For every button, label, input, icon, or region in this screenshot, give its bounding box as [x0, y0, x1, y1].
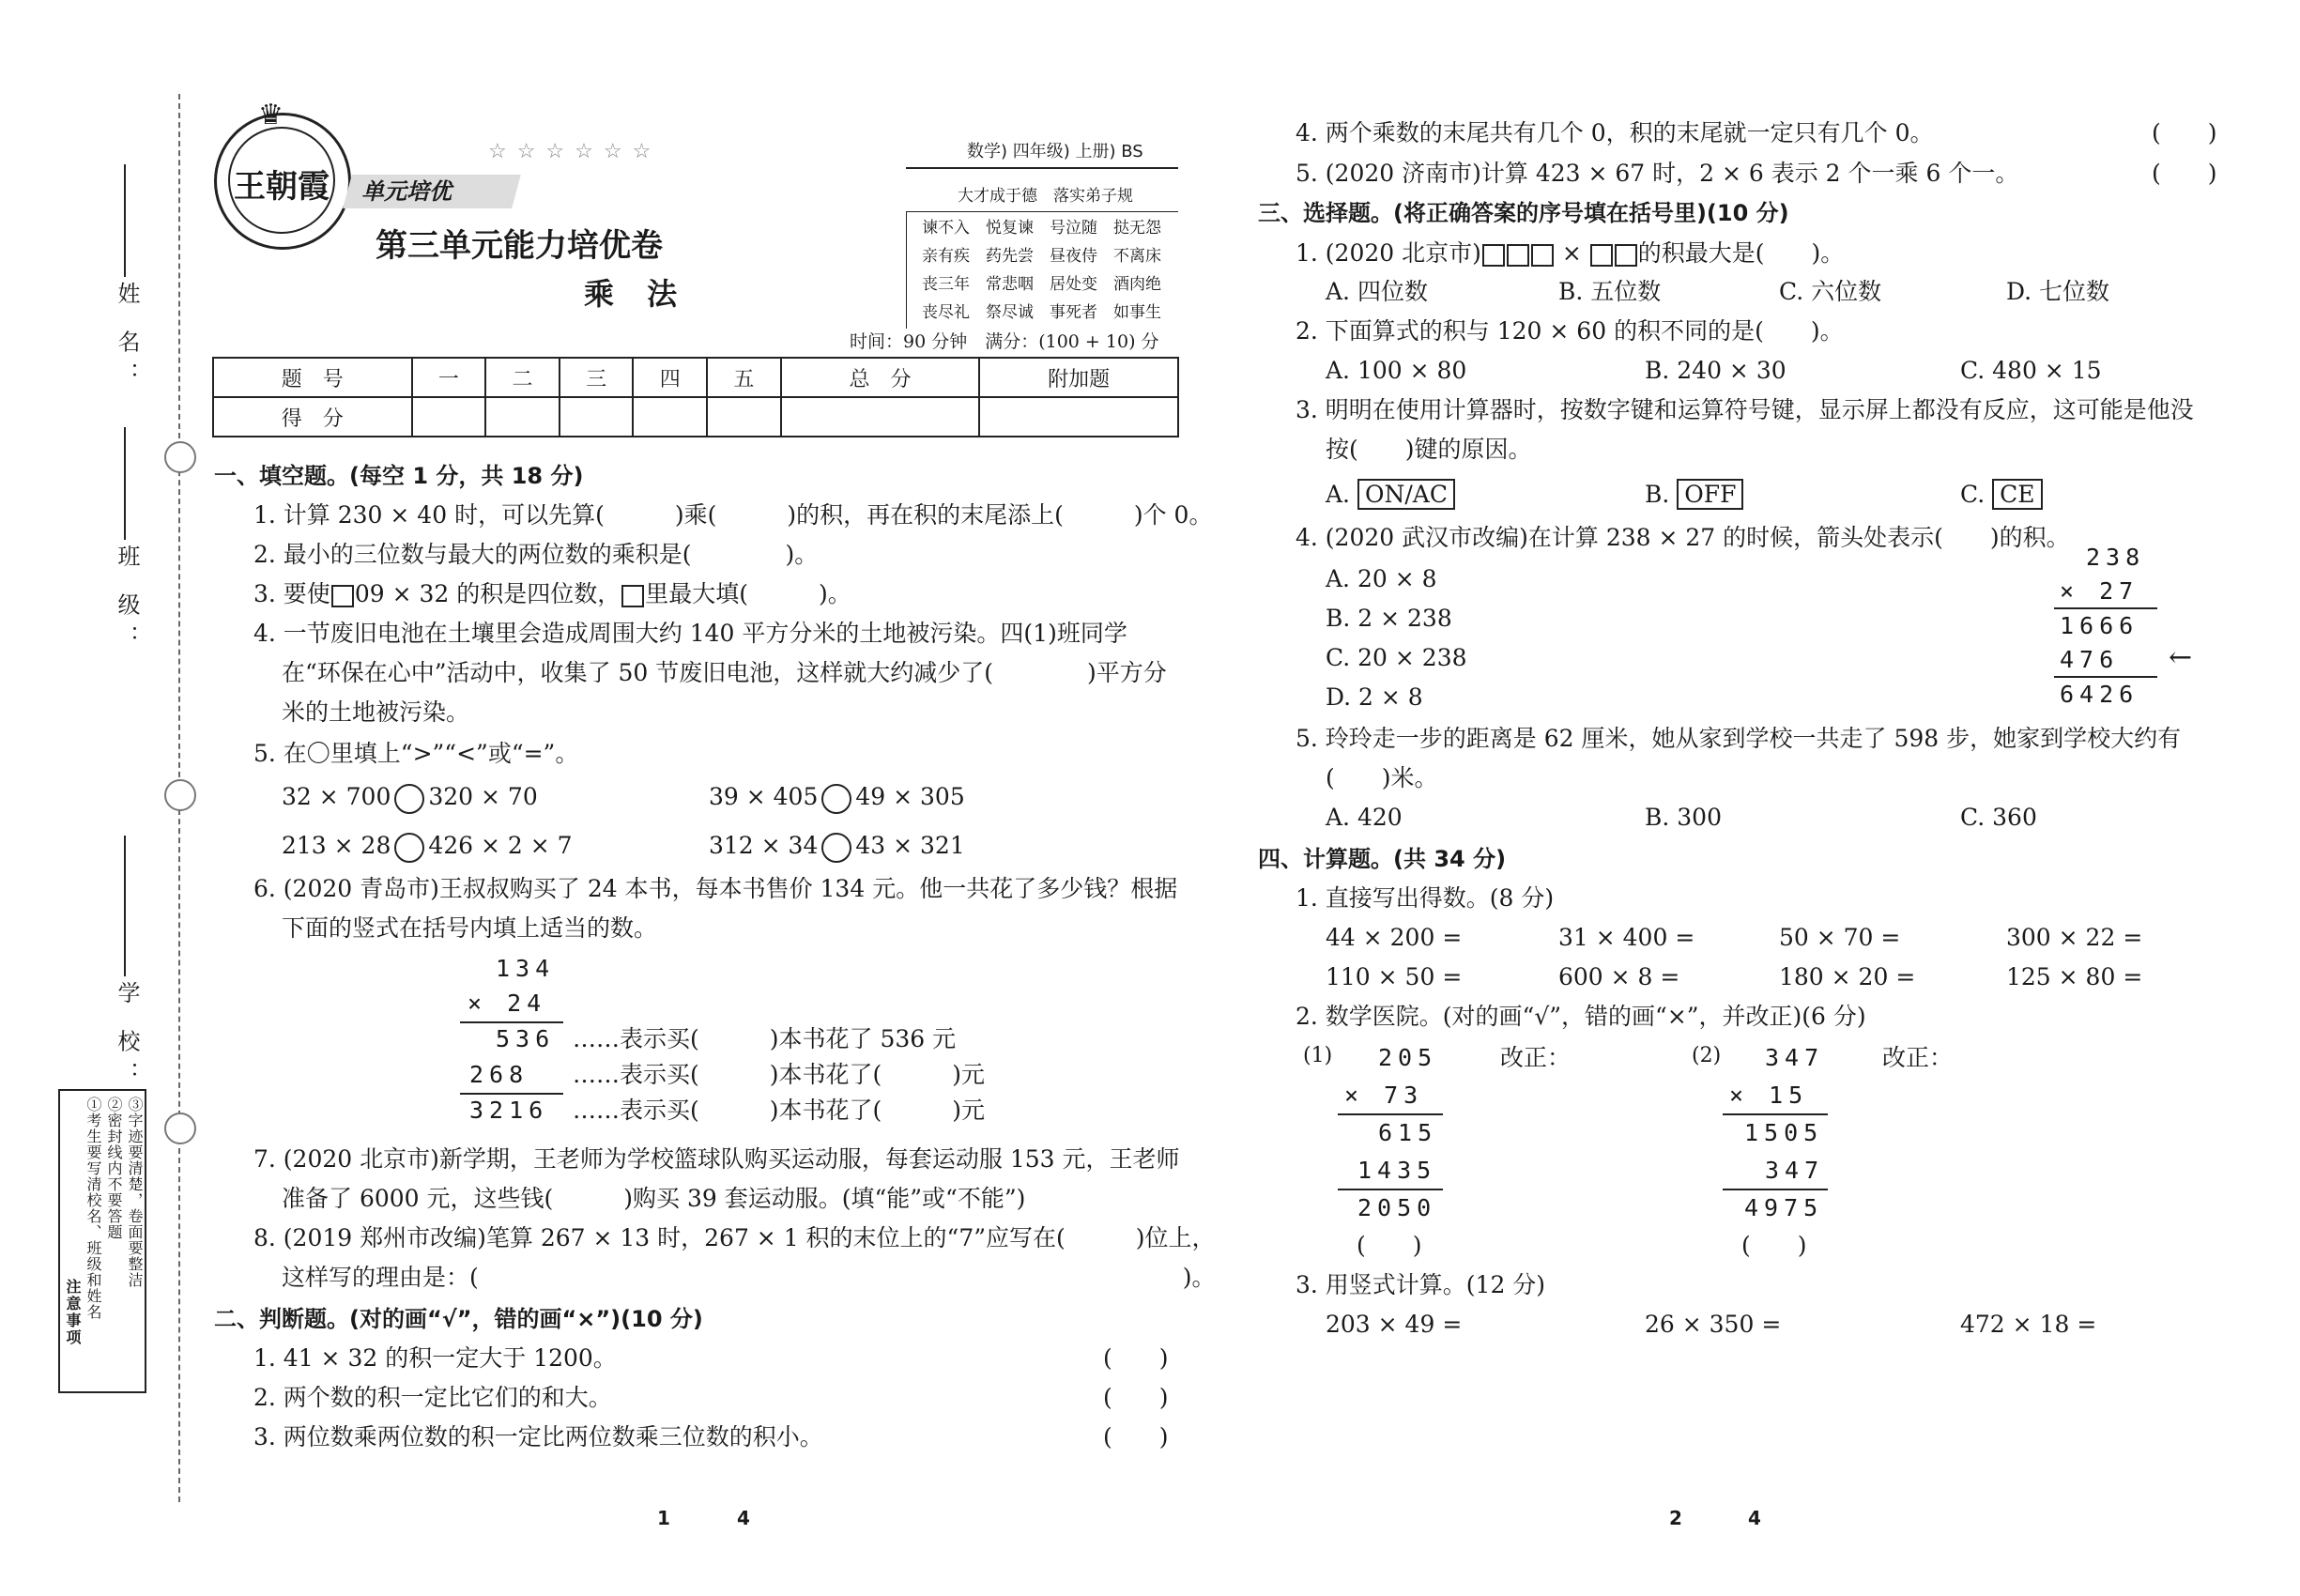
mental-calc[interactable]: 31 × 400 = — [1558, 924, 1695, 951]
banner-label: 单元培优 — [361, 178, 452, 205]
mental-calc[interactable]: 44 × 200 = — [1326, 924, 1463, 951]
mental-calc[interactable]: 600 × 8 = — [1558, 963, 1680, 990]
score-input[interactable] — [412, 397, 486, 437]
score-cell: 题 号 — [213, 358, 412, 397]
option[interactable]: C. CE — [1960, 479, 2043, 511]
calc-row: 6426 — [2060, 681, 2139, 708]
score-cell: 四 — [633, 358, 707, 397]
class-line[interactable] — [124, 427, 126, 540]
item-label: (2) — [1692, 1044, 1722, 1067]
compare-circle[interactable] — [821, 784, 851, 814]
page-number: 1 — [657, 1507, 670, 1529]
question: 5. 在〇里填上“>”“<”或“=”。 — [253, 740, 579, 767]
option[interactable]: C. 20 × 238 — [1326, 644, 1467, 671]
question: 1. 计算 230 × 40 时，可以先算( )乘( )的积，再在积的末尾添上( )个 0。 — [253, 501, 1213, 529]
calc-row: × 24 — [468, 990, 547, 1017]
calc-row: × 73 — [1344, 1082, 1424, 1109]
compare-item: 312 × 34 43 × 321 — [709, 830, 965, 863]
question: 2. 数学医院。(对的画“√”，错的画“×”，并改正)(6 分) — [1296, 1003, 1866, 1030]
motto-line: 丧三年 常悲咽 居处变 酒肉绝 — [922, 275, 1161, 294]
option[interactable]: B. OFF — [1645, 479, 1743, 511]
blank-square[interactable] — [1507, 244, 1529, 267]
page-title: 第三单元能力培优卷 — [376, 227, 663, 265]
arrow-left-icon: ← — [2169, 641, 2193, 674]
calc-row: 3216 — [469, 1097, 549, 1124]
question: 1. (2020 北京市) × 的积最大是( )。 — [1296, 239, 1845, 267]
question: 3. 明明在使用计算器时，按数字键和运算符号键，显示屏上都没有反应，这可能是他没 — [1296, 396, 2194, 423]
option[interactable]: D. 2 × 8 — [1326, 683, 1423, 711]
key-ce: CE — [1992, 479, 2042, 510]
calc-row: 205 — [1378, 1044, 1438, 1071]
answer-paren[interactable]: ( ) — [1103, 1384, 1169, 1411]
written-calc[interactable]: 472 × 18 = — [1960, 1311, 2097, 1338]
brand-logo — [214, 113, 351, 250]
blank-square[interactable] — [1615, 244, 1637, 267]
question-cont: 这样写的理由是：( )。 — [282, 1264, 1216, 1291]
compare-item: 32 × 700 320 × 70 — [282, 781, 538, 814]
option[interactable]: A. 四位数 — [1326, 278, 1428, 305]
compare-circle[interactable] — [821, 833, 851, 863]
mental-calc[interactable]: 300 × 22 = — [2006, 924, 2143, 951]
calc-note: ……表示买( )本书花了( )元 — [573, 1061, 986, 1088]
answer-paren[interactable]: ( ) — [2152, 160, 2217, 187]
item-label: (1) — [1303, 1044, 1333, 1067]
question: 3. 两位数乘两位数的积一定比两位数乘三位数的积小。 — [253, 1423, 823, 1450]
question: 2. 两个数的积一定比它们的和大。 — [253, 1384, 612, 1411]
question-cont: 按( )键的原因。 — [1326, 436, 1532, 463]
question: 4. 两个乘数的末尾共有几个 0，积的末尾就一定只有几个 0。 — [1296, 119, 1934, 146]
fix-label: 改正： — [1882, 1044, 1954, 1071]
notice-item: ①考生要写清校名、班级和姓名 — [84, 1097, 102, 1320]
page-subtitle: 乘 法 — [584, 276, 689, 312]
question: 7. (2020 北京市)新学期，王老师为学校篮球队购买运动服，每套运动服 153 元，王老师 — [253, 1145, 1180, 1173]
option[interactable]: A. ON/AC — [1326, 479, 1455, 511]
calc-row: 347 — [1765, 1044, 1825, 1071]
school-label: 学 校： — [114, 981, 140, 1094]
crown-icon: ♛ — [258, 99, 284, 131]
blank-square[interactable] — [1531, 244, 1554, 267]
mental-calc[interactable]: 110 × 50 = — [1326, 963, 1463, 990]
time-info: 时间：90 分钟 满分：(100 + 10) 分 — [850, 331, 1159, 352]
calc-row: × 27 — [2060, 577, 2139, 605]
calc-row: 238 — [2086, 544, 2146, 571]
question: 1. 41 × 32 的积一定大于 1200。 — [253, 1344, 617, 1372]
calc-note: ……表示买( )本书花了 536 元 — [573, 1025, 957, 1052]
score-input[interactable] — [707, 397, 781, 437]
question: 4. 一节废旧电池在土壤里会造成周围大约 140 平方分米的土地被污染。四(1)班同学 — [253, 620, 1127, 647]
punch-hole-1 — [164, 441, 196, 473]
score-cell: 附加题 — [979, 358, 1178, 397]
score-cell: 总 分 — [781, 358, 980, 397]
compare-item: 213 × 28 426 × 2 × 7 — [282, 830, 573, 863]
motto-line: 丧尽礼 祭尽诚 事死者 如事生 — [922, 303, 1161, 322]
question-cont: 在“环保在心中”活动中，收集了 50 节废旧电池，这样就大约减少了( )平方分 — [282, 659, 1167, 686]
calc-row: 536 — [496, 1025, 556, 1052]
question: 1. 直接写出得数。(8 分) — [1296, 884, 1555, 912]
compare-item: 39 × 405 49 × 305 — [709, 781, 965, 814]
calc-row: 2050 — [1357, 1194, 1437, 1221]
key-on-ac: ON/AC — [1357, 479, 1455, 510]
score-input[interactable] — [979, 397, 1178, 437]
calc-row: 476 — [2060, 646, 2120, 673]
key-off: OFF — [1677, 479, 1743, 510]
notice-box — [58, 1089, 146, 1393]
score-row-label: 得 分 — [213, 397, 412, 437]
question-cont: ( )米。 — [1326, 764, 1438, 791]
difficulty-stars: ☆ ☆ ☆ ☆ ☆ ☆ — [488, 140, 653, 163]
name-line[interactable] — [124, 164, 126, 277]
compare-circle[interactable] — [394, 784, 424, 814]
name-label: 姓 名： — [114, 282, 140, 394]
punch-hole-2 — [164, 779, 196, 811]
mental-calc[interactable]: 50 × 70 = — [1779, 924, 1901, 951]
motto-line: 亲有疾 药先尝 昼夜侍 不离床 — [922, 247, 1161, 266]
page-number: 2 — [1669, 1507, 1682, 1529]
answer-paren[interactable]: ( ) — [1741, 1232, 1807, 1259]
option[interactable]: A. 420 — [1326, 804, 1403, 831]
mental-calc[interactable]: 180 × 20 = — [1779, 963, 1916, 990]
section-title: 一、填空题。(每空 1 分，共 18 分) — [214, 463, 584, 489]
answer-paren[interactable]: ( ) — [1357, 1232, 1422, 1259]
answer-paren[interactable]: ( ) — [1103, 1423, 1169, 1450]
notice-item: ②密封线内不要答题 — [105, 1097, 123, 1240]
question: 4. (2020 武汉市改编)在计算 238 × 27 的时候，箭头处表示( )的积。 — [1296, 524, 2070, 551]
answer-paren[interactable]: ( ) — [1103, 1344, 1169, 1372]
motto-line: 谏不入 悦复谏 号泣随 挞无怨 — [922, 219, 1161, 238]
blank-square[interactable] — [621, 585, 644, 607]
question-cont: 下面的竖式在括号内填上适当的数。 — [282, 914, 658, 942]
option[interactable]: B. 300 — [1645, 804, 1722, 831]
section-title: 二、判断题。(对的画“√”，错的画“×”)(10 分) — [214, 1306, 703, 1332]
question-cont: 米的土地被污染。 — [282, 698, 470, 726]
calc-row: 1666 — [2060, 612, 2139, 639]
score-value-row — [213, 397, 1178, 437]
punch-hole-3 — [164, 1113, 196, 1144]
option[interactable]: B. 2 × 238 — [1326, 605, 1452, 632]
score-cell: 三 — [560, 358, 634, 397]
calc-row: 268 — [469, 1061, 529, 1088]
class-label: 班 级： — [114, 545, 140, 657]
option[interactable]: D. 七位数 — [2006, 278, 2110, 305]
score-header-row — [213, 358, 1178, 397]
score-cell: 一 — [412, 358, 486, 397]
option[interactable]: C. 六位数 — [1779, 278, 1882, 305]
question: 3. 用竖式计算。(12 分) — [1296, 1271, 1546, 1298]
option[interactable]: A. 20 × 8 — [1326, 565, 1437, 592]
calc-row: 347 — [1765, 1157, 1825, 1184]
question: 2. 下面算式的积与 120 × 60 的积不同的是( )。 — [1296, 317, 1844, 345]
section-title: 四、计算题。(共 34 分) — [1258, 846, 1507, 872]
option[interactable]: A. 100 × 80 — [1326, 357, 1467, 384]
calc-row: 615 — [1378, 1119, 1438, 1146]
option[interactable]: B. 五位数 — [1558, 278, 1662, 305]
compare-circle[interactable] — [394, 833, 424, 863]
calc-row: × 15 — [1729, 1082, 1809, 1109]
question: 5. 玲玲走一步的距离是 62 厘米，她从家到学校一共走了 598 步，她家到学校大约有 — [1296, 725, 2182, 752]
written-calc[interactable]: 26 × 350 = — [1645, 1311, 1782, 1338]
question-cont: 准备了 6000 元，这些钱( )购买 39 套运动服。(填“能”或“不能”) — [282, 1185, 1026, 1212]
subject-tag: 数学) 四年级) 上册) BS — [967, 142, 1143, 161]
school-line[interactable] — [124, 836, 126, 976]
option[interactable]: C. 360 — [1960, 804, 2037, 831]
notice-title: 注意事项 — [64, 1279, 82, 1346]
calc-row: 1505 — [1744, 1119, 1824, 1146]
question: 3. 要使 09 × 32 的积是四位数， 里最大填( )。 — [253, 580, 851, 607]
blank-square[interactable] — [1590, 244, 1613, 267]
score-input[interactable] — [781, 397, 980, 437]
calc-row: 1435 — [1357, 1157, 1437, 1184]
answer-paren[interactable]: ( ) — [2152, 119, 2217, 146]
score-input[interactable] — [633, 397, 707, 437]
score-table — [212, 357, 1179, 437]
section-title: 三、选择题。(将正确答案的序号填在括号里)(10 分) — [1258, 200, 1789, 226]
question: 5. (2020 济南市)计算 423 × 67 时，2 × 6 表示 2 个一乘 6 个一。 — [1296, 160, 2019, 187]
score-cell: 二 — [485, 358, 560, 397]
question: 8. (2019 郑州市改编)笔算 267 × 13 时，267 × 1 积的末位上的“7”应写在( )位上， — [253, 1224, 1216, 1251]
header-rule — [906, 167, 1178, 169]
motto-head: 大才成于德 落实弟子规 — [958, 187, 1133, 206]
calc-row: 134 — [496, 955, 556, 982]
score-input[interactable] — [560, 397, 634, 437]
calc-row: 4975 — [1744, 1194, 1824, 1221]
page-number: 4 — [737, 1507, 750, 1529]
page-number: 4 — [1748, 1507, 1761, 1529]
notice-item: ③字迹要清楚，卷面要整洁 — [126, 1097, 144, 1288]
question: 6. (2020 青岛市)王叔叔购买了 24 本书，每本书售价 134 元。他一共花了多少钱？根据 — [253, 875, 1178, 902]
blank-square[interactable] — [1482, 244, 1505, 267]
mental-calc[interactable]: 125 × 80 = — [2006, 963, 2143, 990]
option[interactable]: B. 240 × 30 — [1645, 357, 1786, 384]
option[interactable]: C. 480 × 15 — [1960, 357, 2102, 384]
written-calc[interactable]: 203 × 49 = — [1326, 1311, 1463, 1338]
question: 2. 最小的三位数与最大的两位数的乘积是( )。 — [253, 541, 819, 568]
fix-label: 改正： — [1500, 1044, 1572, 1071]
calc-note: ……表示买( )本书花了( )元 — [573, 1097, 986, 1124]
logo-text: 王朝霞 — [234, 168, 330, 206]
score-cell: 五 — [707, 358, 781, 397]
blank-square[interactable] — [331, 585, 354, 607]
score-input[interactable] — [485, 397, 560, 437]
